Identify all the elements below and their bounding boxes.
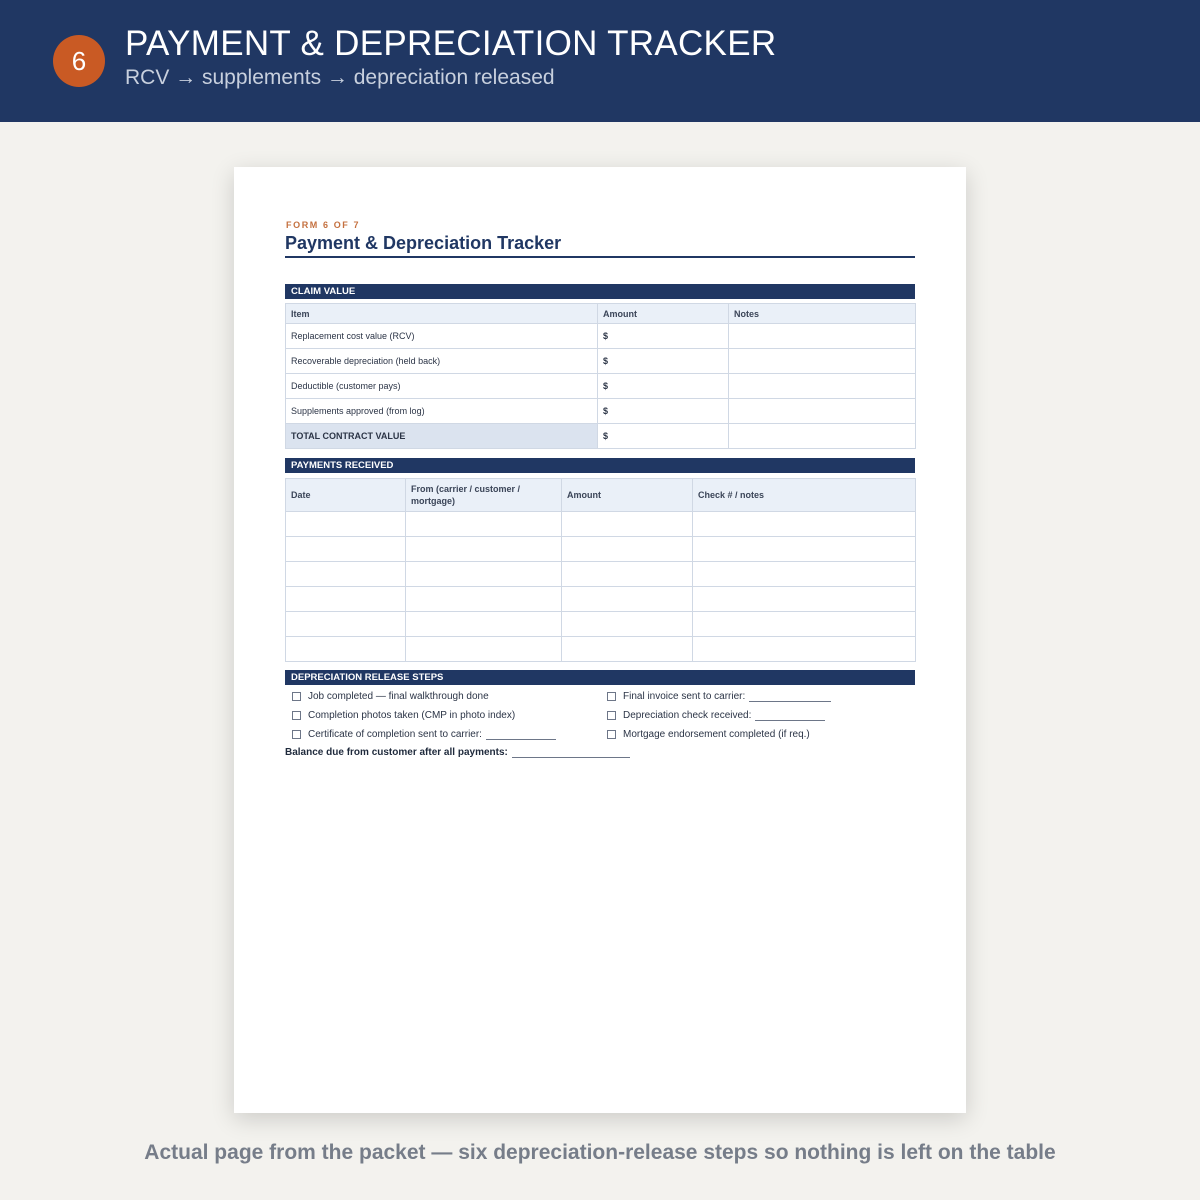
payment-cell[interactable] [286, 562, 406, 587]
payment-cell[interactable] [562, 562, 693, 587]
table-row [286, 612, 916, 637]
step-item[interactable] [292, 710, 515, 721]
step-item[interactable] [292, 729, 556, 740]
step-item[interactable] [607, 710, 825, 721]
payment-cell[interactable] [406, 562, 562, 587]
step-label: Job completed — final walkthrough done [308, 691, 489, 702]
step-label: Depreciation check received: [623, 710, 752, 721]
table-row [286, 537, 916, 562]
step-item[interactable] [607, 691, 831, 702]
payment-cell[interactable] [406, 537, 562, 562]
balance-due-label: Balance due from customer after all payments: [285, 747, 508, 758]
table-row [286, 324, 916, 349]
section-depreciation-steps: DEPRECIATION RELEASE STEPS [285, 670, 915, 685]
section-payments-received: PAYMENTS RECEIVED [285, 458, 915, 473]
notes-field[interactable] [729, 324, 916, 349]
claim-value-table [285, 303, 916, 449]
notes-field[interactable] [729, 399, 916, 424]
notes-field[interactable] [729, 349, 916, 374]
payment-cell[interactable] [286, 512, 406, 537]
step-number-badge: 6 [53, 35, 105, 87]
header-banner [0, 0, 1200, 122]
payment-cell[interactable] [406, 612, 562, 637]
table-row [286, 374, 916, 399]
form-page-preview [234, 167, 966, 1113]
amount-field[interactable]: $ [598, 324, 729, 349]
payment-cell[interactable] [562, 612, 693, 637]
payment-cell[interactable] [406, 637, 562, 662]
payment-cell[interactable] [286, 537, 406, 562]
payment-cell[interactable] [286, 587, 406, 612]
row-label: Replacement cost value (RCV) [286, 324, 598, 349]
fill-in-line[interactable] [486, 730, 556, 740]
caption: Actual page from the packet — six depreciation-release steps so nothing is left on the table [144, 1141, 1056, 1164]
table-header-row [286, 304, 916, 324]
row-label: Deductible (customer pays) [286, 374, 598, 399]
payment-cell[interactable] [406, 512, 562, 537]
column-header: Amount [562, 479, 693, 512]
column-header: Item [286, 304, 598, 324]
checkbox-icon[interactable] [292, 692, 301, 701]
section-claim-value: CLAIM VALUE [285, 284, 915, 299]
payment-cell[interactable] [286, 637, 406, 662]
step-item[interactable] [292, 691, 489, 702]
checkbox-icon[interactable] [292, 711, 301, 720]
table-row [286, 637, 916, 662]
total-label: TOTAL CONTRACT VALUE [286, 424, 598, 449]
table-row [286, 349, 916, 374]
payment-cell[interactable] [562, 537, 693, 562]
column-header: Date [286, 479, 406, 512]
payments-received-table [285, 478, 916, 662]
table-row [286, 562, 916, 587]
form-kicker: FORM 6 OF 7 [286, 220, 361, 230]
table-row [286, 399, 916, 424]
column-header: Check # / notes [693, 479, 916, 512]
checkbox-icon[interactable] [607, 692, 616, 701]
total-row [286, 424, 916, 449]
payment-cell[interactable] [693, 587, 916, 612]
notes-field[interactable] [729, 374, 916, 399]
table-row [286, 587, 916, 612]
form-title: Payment & Depreciation Tracker [285, 233, 562, 253]
page-subtitle: RCV → supplements → depreciation released [125, 66, 555, 89]
checkbox-icon[interactable] [292, 730, 301, 739]
column-header: From (carrier / customer / mortgage) [406, 479, 562, 512]
column-header: Notes [729, 304, 916, 324]
payment-cell[interactable] [693, 512, 916, 537]
balance-due-line [285, 747, 630, 758]
checkbox-icon[interactable] [607, 730, 616, 739]
row-label: Supplements approved (from log) [286, 399, 598, 424]
payment-cell[interactable] [562, 512, 693, 537]
step-label: Final invoice sent to carrier: [623, 691, 746, 702]
page-title: PAYMENT & DEPRECIATION TRACKER [125, 24, 777, 63]
total-amount-field[interactable]: $ [598, 424, 729, 449]
payment-cell[interactable] [693, 562, 916, 587]
table-row [286, 512, 916, 537]
column-header: Amount [598, 304, 729, 324]
fill-in-line[interactable] [755, 711, 825, 721]
step-label: Completion photos taken (CMP in photo index) [308, 710, 516, 721]
step-label: Certificate of completion sent to carrier: [308, 729, 482, 740]
step-item[interactable] [607, 729, 810, 740]
table-header-row [286, 479, 916, 512]
payment-cell[interactable] [693, 537, 916, 562]
payment-cell[interactable] [562, 587, 693, 612]
fill-in-line[interactable] [512, 748, 630, 758]
fill-in-line[interactable] [749, 692, 831, 702]
payment-cell[interactable] [286, 612, 406, 637]
payment-cell[interactable] [693, 637, 916, 662]
amount-field[interactable]: $ [598, 349, 729, 374]
payment-cell[interactable] [406, 587, 562, 612]
checkbox-icon[interactable] [607, 711, 616, 720]
payment-cell[interactable] [693, 612, 916, 637]
amount-field[interactable]: $ [598, 399, 729, 424]
payment-cell[interactable] [562, 637, 693, 662]
row-label: Recoverable depreciation (held back) [286, 349, 598, 374]
title-divider [285, 256, 915, 258]
step-label: Mortgage endorsement completed (if req.) [623, 729, 810, 740]
notes-field[interactable] [729, 424, 916, 449]
amount-field[interactable]: $ [598, 374, 729, 399]
depreciation-steps-list [285, 687, 915, 747]
